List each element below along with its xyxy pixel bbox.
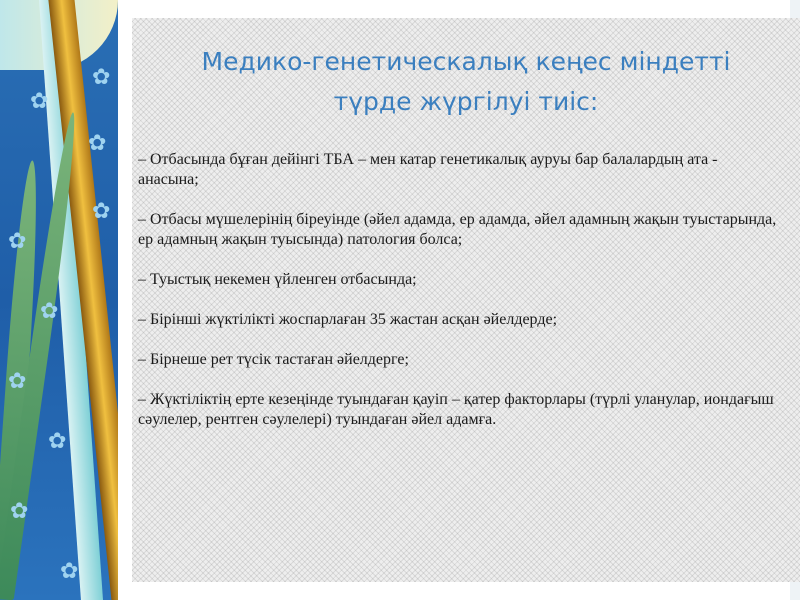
flower-icon: ✿ [60, 558, 79, 583]
flower-icon: ✿ [30, 88, 49, 113]
flower-icon: ✿ [48, 428, 67, 453]
decorative-side-art [0, 0, 118, 600]
requirements-list [138, 150, 778, 450]
list-item: – Бірнеше рет түсік тастаған әйелдерге; [138, 351, 409, 368]
flower-icon: ✿ [92, 64, 111, 89]
slide-title-line: Медико-генетическалық кеңес міндетті [201, 47, 731, 76]
list-item: – Туыстық некемен үйленген отбасында; [138, 271, 417, 288]
list-item: – Бірінші жүктілікті жоспарлаған 35 жастан асқан әйелдерде; [138, 311, 558, 328]
flower-icon: ✿ [40, 298, 59, 323]
flower-icon: ✿ [8, 368, 27, 393]
list-item: – Отбасы мүшелерінің біреуінде (әйел адамда, ер адамда, әйел адамның жақын туыстарында, ер адамның жақын туысында) патология болса; [138, 211, 777, 248]
flower-icon: ✿ [88, 130, 107, 155]
slide-title-line: түрде жүргілуі тиіс: [333, 87, 599, 116]
list-item: – Отбасында бұған дейінгі ТБА – мен катар генетикалық ауруы бар балалардың ата - анасына; [138, 151, 718, 188]
slide-content-panel [132, 18, 800, 582]
flower-icon: ✿ [10, 498, 29, 523]
slide-title [132, 42, 800, 122]
flower-icon: ✿ [92, 198, 111, 223]
flower-icon: ✿ [8, 228, 27, 253]
list-item: – Жүктіліктің ерте кезеңінде туындаған қауіп – қатер факторлары (түрлі уланулар, иондағыш сәулелер, рентген сәулелері) туындаған әйел адамға. [138, 391, 774, 428]
